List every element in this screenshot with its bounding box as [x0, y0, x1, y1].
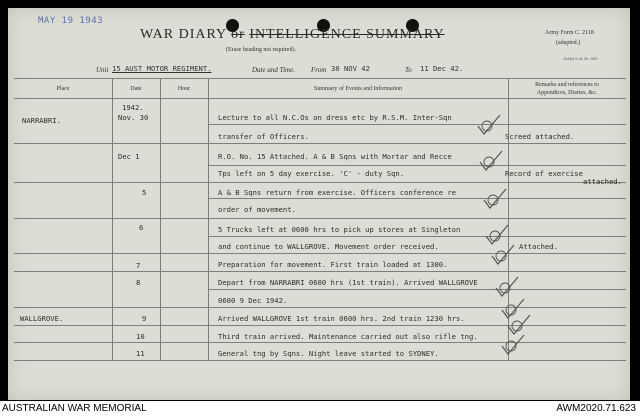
- date-cell: 5: [142, 188, 147, 197]
- summary-line: Lecture to all N.C.Os on dress etc by R.S.M. Inter-Sqn: [218, 113, 452, 122]
- checkmark-icon: [474, 112, 504, 138]
- title-war-diary: WAR DIARY: [140, 27, 227, 42]
- unit-value: 15 AUST MOTOR REGIMENT.: [112, 64, 212, 73]
- remarks-cell: attached.: [583, 177, 622, 186]
- place-cell: NARRABRI.: [22, 116, 61, 125]
- footer-accession: AWM2020.71.623: [556, 403, 636, 414]
- checkmark-icon: [480, 186, 510, 212]
- summary-line: and continue to WALLGROVE. Movement order received.: [218, 242, 439, 251]
- from-label: From: [311, 66, 327, 74]
- summary-line: Third train arrived. Maintenance carried out also rifle tng.: [218, 332, 478, 341]
- summary-line: Arrived WALLGROVE 1st train 0600 hrs. 2nd train 1230 hrs.: [218, 314, 465, 323]
- row-rule: [14, 307, 626, 308]
- remarks-cell: Attached.: [519, 242, 558, 251]
- date-cell: 9: [142, 314, 147, 323]
- summary-line: Preparation for movement. First train loaded at 1300.: [218, 260, 448, 269]
- col-header-remarks: Remarks and references to: [535, 82, 599, 88]
- date-cell: Nov. 30: [118, 113, 149, 122]
- row-rule: [208, 124, 626, 125]
- row-rule: [14, 143, 626, 144]
- summary-line: Tps left on 5 day exercise. 'C' - duty Sqn.: [218, 169, 405, 178]
- date-time-label: Date and Time.: [252, 66, 295, 74]
- row-rule: [208, 198, 626, 199]
- col-header-summary: Summary of Events and Information: [314, 86, 402, 92]
- checkmark-icon: [488, 242, 518, 268]
- summary-line: General tng by Sqns. Night leave started to SYDNEY.: [218, 349, 439, 358]
- summary-line: 0600 9 Dec 1942.: [218, 296, 288, 305]
- from-value: 30 NOV 42: [331, 64, 370, 73]
- summary-line: A & B Sqns return from exercise. Officers conference re: [218, 188, 456, 197]
- date-cell: 7: [136, 261, 141, 270]
- col-header-place: Place: [56, 86, 70, 92]
- year-cell: 1942.: [122, 103, 144, 112]
- date-cell: 11: [136, 349, 145, 358]
- checkmark-icon: [498, 332, 528, 358]
- date-cell: 6: [139, 223, 144, 232]
- footer-credit: AUSTRALIAN WAR MEMORIAL: [2, 403, 147, 414]
- row-rule: [14, 342, 626, 343]
- checkmark-icon: [476, 148, 506, 174]
- row-rule: [208, 165, 626, 166]
- row-rule: [14, 182, 626, 183]
- col-header-remarks: Appendices, Diaries, &c.: [536, 90, 598, 96]
- row-rule: [208, 289, 626, 290]
- row-rule: [208, 236, 626, 237]
- form-title: [140, 27, 445, 43]
- table-header-rule: [14, 98, 626, 99]
- form-subtitle: (Erase heading not required).: [226, 47, 296, 53]
- summary-line: transfer of Officers.: [218, 132, 309, 141]
- to-value: 11 Dec 42.: [420, 64, 464, 73]
- date-cell: Dec 1: [118, 152, 140, 161]
- summary-line: 5 Trucks left at 0600 hrs to pick up stores at Singleton: [218, 225, 461, 234]
- row-rule: [14, 218, 626, 219]
- date-cell: 10: [136, 332, 145, 341]
- col-divider: [208, 78, 209, 360]
- to-label: To: [405, 66, 412, 74]
- table-top-rule: [14, 78, 626, 79]
- col-divider: [112, 78, 113, 360]
- footer-bar: [0, 401, 640, 417]
- title-or: or: [231, 27, 245, 42]
- col-header-hour: Hour: [177, 86, 191, 92]
- col-divider: [160, 78, 161, 360]
- col-header-date: Date: [130, 86, 142, 92]
- summary-line: Depart from NARRABRI 0600 hrs (1st train). Arrived WALLGROVE: [218, 278, 478, 287]
- row-rule: [14, 325, 626, 326]
- remarks-cell: Record of exercise: [505, 169, 583, 178]
- row-rule: [14, 360, 626, 361]
- date-stamp: MAY 19 1943: [38, 16, 104, 26]
- place-cell: WALLGROVE.: [20, 314, 64, 323]
- row-rule: [14, 253, 626, 254]
- date-cell: 8: [136, 278, 141, 287]
- row-rule: [14, 271, 626, 272]
- unit-label: Unit: [96, 66, 109, 74]
- summary-line: order of movement.: [218, 205, 296, 214]
- title-intelligence-summary: INTELLIGENCE SUMMARY: [249, 27, 445, 42]
- form-adapted: (adapted.): [556, 40, 581, 46]
- remarks-cell: Screed attached.: [505, 132, 575, 141]
- form-code: Army Form C. 2118: [545, 30, 594, 36]
- print-code: 15464 5.41 50 .000: [563, 56, 598, 61]
- summary-line: R.O. No. 15 Attached. A & B Sqns with Mortar and Recce: [218, 152, 452, 161]
